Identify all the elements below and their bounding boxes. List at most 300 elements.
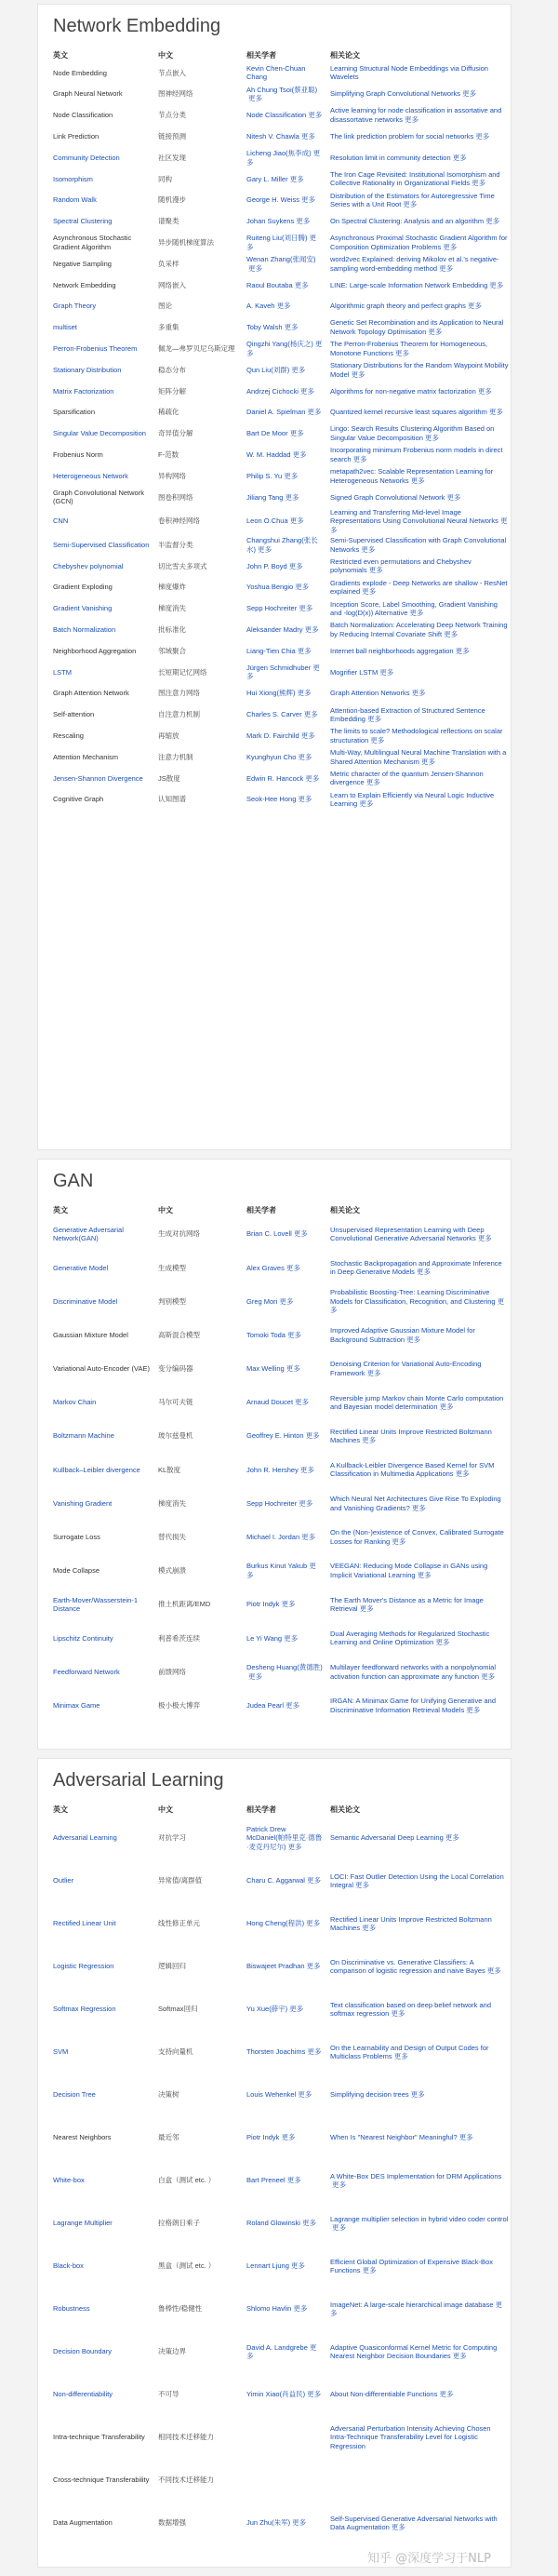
related-scholar[interactable] — [243, 168, 326, 190]
more-link[interactable]: 更多 — [472, 179, 486, 188]
term-english[interactable]: Softmax Regression — [53, 2005, 116, 2014]
more-link[interactable]: 更多 — [276, 302, 291, 311]
term-english[interactable]: Lagrange Multiplier — [53, 2219, 113, 2228]
more-link[interactable]: 更多 — [452, 153, 467, 162]
more-link[interactable]: 更多 — [409, 609, 424, 618]
related-scholar[interactable] — [243, 2073, 326, 2116]
more-link[interactable]: 更多 — [452, 2352, 467, 2360]
related-paper[interactable] — [326, 105, 512, 127]
related-scholar[interactable] — [243, 1588, 326, 1621]
scholar-name-link[interactable]: Jürgen Schmidhuber — [246, 663, 312, 672]
scholar-name-link[interactable]: David A. Landgrebe — [246, 2342, 308, 2352]
more-link[interactable]: 更多 — [297, 646, 312, 655]
scholar-name-link[interactable]: Max Welling — [246, 1364, 285, 1374]
related-paper[interactable] — [326, 1386, 512, 1419]
related-scholar[interactable] — [243, 317, 326, 339]
paper-title-link[interactable]: Probabilistic Boosting-Tree: Learning Discriminative Models for Classification, Recognition, and Clustering — [330, 1288, 496, 1306]
related-scholar[interactable] — [243, 534, 326, 556]
related-scholar[interactable] — [243, 577, 326, 598]
more-link[interactable]: 更多 — [351, 369, 365, 379]
related-paper[interactable] — [326, 2330, 512, 2373]
term-english[interactable]: Gradient Vanishing — [53, 604, 113, 613]
more-link[interactable]: 更多 — [420, 757, 435, 766]
more-link[interactable]: 更多 — [410, 476, 425, 485]
term-english[interactable]: Outlier — [53, 1876, 74, 1885]
related-paper[interactable] — [326, 1945, 512, 1988]
related-paper[interactable] — [326, 556, 512, 577]
more-link[interactable]: 更多 — [416, 1268, 431, 1277]
more-link[interactable]: 更多 — [439, 263, 454, 273]
more-link[interactable]: 更多 — [307, 408, 322, 417]
related-paper[interactable] — [326, 1689, 512, 1723]
scholar-name-link[interactable]: Yimin Xiao(肖益民) — [246, 2390, 306, 2399]
scholar-name-link[interactable]: Wenan Zhang(张闻安) — [246, 255, 316, 264]
related-scholar[interactable] — [243, 1521, 326, 1554]
more-link[interactable]: 更多 — [286, 1364, 300, 1374]
more-link[interactable]: 更多 — [446, 492, 461, 502]
more-link[interactable]: 更多 — [279, 1296, 294, 1306]
scholar-name-link[interactable]: Kyunghyun Cho — [246, 752, 297, 761]
related-scholar[interactable] — [243, 598, 326, 620]
more-link[interactable]: 更多 — [246, 234, 316, 251]
paper-title-link[interactable]: A Kullback-Leibler Divergence Based Kernel for SVM Classification in Multimedia Applications — [330, 1460, 495, 1479]
paper-title-link[interactable]: Quantized kernel recursive least squares algorithm — [330, 408, 487, 417]
more-link[interactable]: 更多 — [246, 663, 320, 681]
paper-title-link[interactable]: Lagrange multiplier selection in hybrid video coder control — [330, 2214, 509, 2223]
scholar-name-link[interactable]: Arnaud Doucet — [246, 1398, 294, 1407]
term-english[interactable]: Adversarial Learning — [53, 1833, 117, 1843]
scholar-name-link[interactable]: Seok-Hee Hong — [246, 795, 297, 804]
more-link[interactable]: 更多 — [293, 1229, 308, 1239]
more-link[interactable]: 更多 — [246, 1562, 316, 1579]
term-english[interactable]: Markov Chain — [53, 1398, 97, 1407]
scholar-name-link[interactable]: Sepp Hochreiter — [246, 604, 298, 613]
term-english[interactable]: Non-differentiability — [53, 2390, 113, 2399]
more-link[interactable]: 更多 — [299, 1498, 313, 1508]
more-link[interactable]: 更多 — [366, 715, 381, 723]
related-scholar[interactable] — [243, 725, 326, 746]
term-english[interactable]: Heterogeneous Network — [53, 471, 128, 480]
term-english[interactable]: Batch Normalization — [53, 625, 116, 635]
term-english[interactable]: Jensen-Shannon Divergence — [53, 773, 143, 783]
related-scholar[interactable] — [243, 338, 326, 359]
related-scholar[interactable] — [243, 1487, 326, 1521]
related-scholar[interactable] — [243, 84, 326, 105]
related-paper[interactable] — [326, 2373, 512, 2416]
more-link[interactable]: 更多 — [289, 517, 304, 526]
scholar-name-link[interactable]: Gary L. Miller — [246, 174, 288, 183]
more-link[interactable]: 更多 — [410, 2090, 425, 2100]
scholar-name-link[interactable]: Edwin R. Hancock — [246, 773, 304, 783]
more-link[interactable]: 更多 — [404, 114, 418, 124]
related-paper[interactable] — [326, 1487, 512, 1521]
more-link[interactable]: 更多 — [281, 2133, 296, 2142]
more-link[interactable]: 更多 — [299, 604, 313, 613]
paper-title-link[interactable]: The limits to scale? Methodological reflections on scalar structuration — [330, 727, 503, 745]
related-scholar[interactable] — [243, 2202, 326, 2245]
more-link[interactable]: 更多 — [368, 566, 383, 575]
related-paper[interactable] — [326, 1217, 512, 1251]
term-english[interactable]: Minimax Game — [53, 1700, 100, 1710]
paper-title-link[interactable]: Metric character of the quantum Jensen-Shannon divergence — [330, 769, 484, 787]
related-paper[interactable] — [326, 2202, 512, 2245]
more-link[interactable]: 更多 — [411, 1503, 426, 1512]
more-link[interactable]: 更多 — [428, 327, 443, 336]
related-paper[interactable] — [326, 487, 512, 508]
related-scholar[interactable] — [243, 105, 326, 127]
more-link[interactable]: 更多 — [307, 2390, 322, 2399]
more-link[interactable]: 更多 — [289, 174, 304, 183]
scholar-name-link[interactable]: Yu Xue(薛宇) — [246, 2005, 288, 2014]
paper-title-link[interactable]: Stationary Distributions for the Random Waypoint Mobility Model — [330, 361, 509, 379]
more-link[interactable]: 更多 — [443, 242, 458, 251]
paper-title-link[interactable]: Asynchronous Proximal Stochastic Gradient Algorithm for Composition Optimization Problems — [330, 234, 508, 251]
related-scholar[interactable] — [243, 402, 326, 423]
scholar-name-link[interactable]: Bart De Moor — [246, 429, 288, 438]
paper-title-link[interactable]: Incorporating minimum Frobenius norm models in direct search — [330, 446, 503, 463]
term-english[interactable]: Vanishing Gradient — [53, 1498, 113, 1508]
related-paper[interactable] — [326, 1902, 512, 1945]
more-link[interactable]: 更多 — [299, 386, 314, 396]
scholar-name-link[interactable]: Yoshua Bengio — [246, 583, 294, 592]
related-scholar[interactable] — [243, 232, 326, 253]
related-scholar[interactable] — [243, 487, 326, 508]
scholar-name-link[interactable]: Licheng Jiao(焦李成) — [246, 149, 312, 158]
related-paper[interactable] — [326, 508, 512, 535]
scholar-name-link[interactable]: Ruiteng Liu(刘日腾) — [246, 234, 308, 243]
paper-title-link[interactable]: About Non-differentiable Functions — [330, 2390, 438, 2399]
more-link[interactable]: 更多 — [305, 773, 320, 783]
related-paper[interactable] — [326, 725, 512, 746]
more-link[interactable]: 更多 — [305, 1431, 320, 1441]
related-scholar[interactable] — [243, 2031, 326, 2073]
scholar-name-link[interactable]: Hui Xiong(熊辉) — [246, 689, 296, 698]
term-english[interactable]: Rectified Linear Unit — [53, 1919, 116, 1928]
more-link[interactable]: 更多 — [466, 1705, 481, 1714]
more-link[interactable]: 更多 — [391, 2009, 405, 2018]
more-link[interactable]: 更多 — [286, 2176, 301, 2185]
term-english[interactable]: LSTM — [53, 667, 73, 677]
related-scholar[interactable] — [243, 1945, 326, 1988]
more-link[interactable]: 更多 — [444, 629, 458, 638]
related-scholar[interactable] — [243, 147, 326, 168]
paper-title-link[interactable]: Learning Structural Node Embeddings via Diffusion Wavelets — [330, 63, 488, 82]
related-paper[interactable] — [326, 1352, 512, 1386]
more-link[interactable]: 更多 — [488, 408, 503, 417]
term-english[interactable]: Robustness — [53, 2304, 90, 2314]
paper-title-link[interactable]: Inception Score, Label Smoothing, Gradient Vanishing and -log(D(x)) Alternative — [330, 599, 498, 618]
term-english[interactable]: Random Walk — [53, 195, 97, 205]
paper-title-link[interactable]: Genetic Set Recombination and its Application to Neural Network Topology Optimisation — [330, 318, 504, 336]
paper-title-link[interactable]: LOCI: Fast Outlier Detection Using the Local Correlation Integral — [330, 1872, 504, 1889]
more-link[interactable]: 更多 — [458, 2133, 473, 2142]
scholar-name-link[interactable]: Le Yi Wang — [246, 1633, 283, 1643]
related-paper[interactable] — [326, 2116, 512, 2159]
related-scholar[interactable] — [243, 2330, 326, 2373]
scholar-name-link[interactable]: W. M. Haddad — [246, 449, 291, 459]
more-link[interactable]: 更多 — [489, 280, 504, 289]
more-link[interactable]: 更多 — [294, 280, 309, 289]
related-paper[interactable] — [326, 359, 512, 381]
scholar-name-link[interactable]: Node Classification — [246, 111, 307, 120]
paper-title-link[interactable]: Resolution limit in community detection — [330, 153, 451, 162]
scholar-name-link[interactable]: Charles S. Carver — [246, 710, 302, 719]
paper-title-link[interactable]: IRGAN: A Minimax Game for Unifying Generative and Discriminative Information Retrieval Models — [330, 1697, 496, 1714]
paper-title-link[interactable]: ImageNet: A large-scale hierarchical image database — [330, 2300, 494, 2309]
scholar-name-link[interactable]: Piotr Indyk — [246, 2133, 280, 2142]
related-scholar[interactable] — [243, 1217, 326, 1251]
more-link[interactable]: 更多 — [286, 1263, 300, 1272]
scholar-name-link[interactable]: Johan Suykens — [246, 217, 295, 226]
term-english[interactable]: Generative Adversarial Network(GAN) — [53, 1225, 124, 1243]
term-english[interactable]: Generative Model — [53, 1263, 109, 1272]
scholar-name-link[interactable]: Mark D. Fairchild — [246, 731, 299, 741]
paper-title-link[interactable]: The Iron Cage Revisited: Institutional Isomorphism and Collective Rationality in Organizational Fields — [330, 169, 500, 188]
related-paper[interactable] — [326, 1521, 512, 1554]
more-link[interactable]: 更多 — [298, 795, 312, 804]
related-scholar[interactable] — [243, 768, 326, 789]
scholar-name-link[interactable]: Burkus Kinut Yakub — [246, 1562, 308, 1571]
related-paper[interactable] — [326, 2031, 512, 2073]
paper-title-link[interactable]: Text classification based on deep belief network and softmax regression — [330, 2000, 492, 2018]
related-paper[interactable] — [326, 1453, 512, 1486]
more-link[interactable]: 更多 — [295, 1398, 310, 1407]
paper-title-link[interactable]: Active learning for node classification in assortative and disassortative networks — [330, 106, 502, 124]
related-paper[interactable] — [326, 168, 512, 190]
term-english[interactable]: Singular Value Decomposition — [53, 429, 146, 438]
more-link[interactable]: 更多 — [403, 200, 418, 209]
paper-title-link[interactable]: Adversarial Perturbation Intensity Achieving Chosen Intra-Technique Transferability Level for Logistic Regression — [330, 2423, 491, 2450]
related-paper[interactable] — [326, 2288, 512, 2330]
scholar-name-link[interactable]: Biswajeet Pradhan — [246, 1962, 305, 1971]
paper-title-link[interactable]: Algorithmic graph theory and perfect graphs — [330, 302, 466, 311]
more-link[interactable]: 更多 — [394, 348, 409, 357]
related-scholar[interactable] — [243, 1319, 326, 1352]
more-link[interactable]: 更多 — [462, 89, 477, 99]
more-link[interactable]: 更多 — [365, 778, 380, 787]
related-paper[interactable] — [326, 126, 512, 147]
paper-title-link[interactable]: Learn to Explain Efficiently via Neural Logic Inductive Learning — [330, 790, 495, 809]
related-scholar[interactable] — [243, 556, 326, 577]
scholar-name-link[interactable]: Piotr Indyk — [246, 1600, 280, 1609]
paper-title-link[interactable]: A White-Box DES Implementation for DRM Applications — [330, 2171, 502, 2180]
more-link[interactable]: 更多 — [477, 1234, 492, 1243]
more-link[interactable]: 更多 — [393, 2052, 408, 2060]
related-paper[interactable] — [326, 1988, 512, 2031]
more-link[interactable]: 更多 — [308, 111, 323, 120]
paper-title-link[interactable]: Attention-based Extraction of Structured Sentence Embedding — [330, 705, 485, 723]
term-english[interactable]: Matrix Factorization — [53, 386, 114, 396]
paper-title-link[interactable]: On the Learnability and Design of Output Codes for Multiclass Problems — [330, 2043, 489, 2060]
related-paper[interactable] — [326, 768, 512, 789]
scholar-name-link[interactable]: Charu C. Aggarwal — [246, 1876, 305, 1885]
paper-title-link[interactable]: Which Neural Net Architectures Give Rise To Exploding and Vanishing Gradients? — [330, 1495, 501, 1512]
more-link[interactable]: 更多 — [332, 2223, 346, 2232]
related-paper[interactable] — [326, 1554, 512, 1588]
more-link[interactable]: 更多 — [370, 735, 385, 745]
more-link[interactable]: 更多 — [485, 217, 500, 226]
term-english[interactable]: Isomorphism — [53, 174, 93, 183]
paper-title-link[interactable]: Dual Averaging Methods for Regularized Stochastic Learning and Online Optimization — [330, 1629, 490, 1647]
related-paper[interactable] — [326, 2073, 512, 2116]
related-scholar[interactable] — [243, 211, 326, 233]
more-link[interactable]: 更多 — [295, 583, 310, 592]
related-scholar[interactable] — [243, 1655, 326, 1688]
related-paper[interactable] — [326, 683, 512, 704]
term-english[interactable]: multiset — [53, 323, 77, 332]
paper-title-link[interactable]: Distribution of the Estimators for Autoregressive Time Series with a Unit Root — [330, 191, 495, 209]
more-link[interactable]: 更多 — [300, 132, 315, 141]
related-paper[interactable] — [326, 1319, 512, 1352]
more-link[interactable]: 更多 — [391, 2523, 405, 2531]
related-scholar[interactable] — [243, 2116, 326, 2159]
related-scholar[interactable] — [243, 1352, 326, 1386]
more-link[interactable]: 更多 — [287, 1842, 302, 1851]
scholar-name-link[interactable]: Leon O.Chua — [246, 517, 288, 526]
more-link[interactable]: 更多 — [417, 1570, 432, 1579]
related-scholar[interactable] — [243, 2373, 326, 2416]
related-paper[interactable] — [326, 253, 512, 275]
more-link[interactable]: 更多 — [332, 2180, 346, 2189]
more-link[interactable]: 更多 — [248, 263, 262, 273]
scholar-name-link[interactable]: Thorsten Joachims — [246, 2047, 306, 2057]
more-link[interactable]: 更多 — [246, 2342, 317, 2360]
paper-title-link[interactable]: LINE: Large-scale Information Network Embedding — [330, 280, 488, 289]
more-link[interactable]: 更多 — [298, 2090, 312, 2100]
related-scholar[interactable] — [243, 444, 326, 465]
related-paper[interactable] — [326, 296, 512, 317]
more-link[interactable]: 更多 — [291, 365, 306, 374]
related-paper[interactable] — [326, 640, 512, 662]
related-scholar[interactable] — [243, 1251, 326, 1284]
more-link[interactable]: 更多 — [366, 1368, 381, 1377]
scholar-name-link[interactable]: John P. Boyd — [246, 561, 287, 570]
more-link[interactable]: 更多 — [362, 2266, 377, 2274]
more-link[interactable]: 更多 — [301, 1533, 316, 1542]
more-link[interactable]: 更多 — [445, 1833, 459, 1843]
paper-title-link[interactable]: Semi-Supervised Classification with Graph Convolutional Networks — [330, 536, 507, 554]
related-scholar[interactable] — [243, 1988, 326, 2031]
more-link[interactable]: 更多 — [477, 386, 492, 396]
paper-title-link[interactable]: On Spectral Clustering: Analysis and an algorithm — [330, 217, 485, 226]
related-scholar[interactable] — [243, 1689, 326, 1723]
scholar-name-link[interactable]: Michael I. Jordan — [246, 1533, 300, 1542]
related-paper[interactable] — [326, 232, 512, 253]
scholar-name-link[interactable]: Sepp Hochreiter — [246, 1498, 298, 1508]
more-link[interactable]: 更多 — [439, 2390, 454, 2399]
related-paper[interactable] — [326, 62, 512, 84]
more-link[interactable]: 更多 — [298, 752, 312, 761]
scholar-name-link[interactable]: Tomoki Toda — [246, 1330, 286, 1339]
more-link[interactable]: 更多 — [304, 625, 319, 635]
more-link[interactable]: 更多 — [435, 1638, 450, 1647]
more-link[interactable]: 更多 — [455, 1469, 470, 1479]
term-english[interactable]: Feedforward Network — [53, 1667, 120, 1676]
paper-title-link[interactable]: Learning and Transferring Mid-level Image Representations Using Convolutional Neural Networks — [330, 507, 498, 526]
related-paper[interactable] — [326, 598, 512, 620]
related-paper[interactable] — [326, 317, 512, 339]
related-paper[interactable] — [326, 1621, 512, 1655]
paper-title-link[interactable]: Unsupervised Representation Learning with Deep Convolutional Generative Adversarial Networks — [330, 1225, 485, 1243]
related-paper[interactable] — [326, 1419, 512, 1453]
more-link[interactable]: 更多 — [330, 1296, 505, 1315]
related-paper[interactable] — [326, 338, 512, 359]
more-link[interactable]: 更多 — [306, 1876, 321, 1885]
related-paper[interactable] — [326, 2416, 512, 2459]
more-link[interactable]: 更多 — [248, 94, 262, 103]
more-link[interactable]: 更多 — [292, 2518, 307, 2528]
related-paper[interactable] — [326, 1859, 512, 1902]
term-english[interactable]: White-box — [53, 2176, 85, 2185]
paper-title-link[interactable]: The Earth Mover's Distance as a Metric for Image Retrieval — [330, 1595, 484, 1614]
paper-title-link[interactable]: word2vec Explained: deriving Mikolov et al.'s negative-sampling word-embedding method — [330, 255, 499, 273]
related-scholar[interactable] — [243, 1386, 326, 1419]
related-paper[interactable] — [326, 147, 512, 168]
more-link[interactable]: 更多 — [284, 471, 299, 480]
more-link[interactable]: 更多 — [362, 1924, 377, 1932]
scholar-name-link[interactable]: A. Kaveh — [246, 302, 275, 311]
more-link[interactable]: 更多 — [392, 1536, 406, 1546]
more-link[interactable]: 更多 — [330, 517, 508, 534]
related-paper[interactable] — [326, 619, 512, 640]
more-link[interactable]: 更多 — [299, 1465, 314, 1474]
term-english[interactable]: Kullback–Leibler divergence — [53, 1465, 140, 1474]
related-scholar[interactable] — [243, 2159, 326, 2202]
paper-title-link[interactable]: Lingo: Search Results Clustering Algorithm Based on Singular Value Decomposition — [330, 424, 495, 442]
term-english[interactable]: Discriminative Model — [53, 1296, 118, 1306]
related-paper[interactable] — [326, 84, 512, 105]
scholar-name-link[interactable]: Bart Preneel — [246, 2176, 286, 2185]
term-english[interactable]: SVM — [53, 2047, 69, 2057]
related-scholar[interactable] — [243, 662, 326, 683]
related-scholar[interactable] — [243, 1554, 326, 1588]
scholar-name-link[interactable]: Liang-Tien Chia — [246, 646, 296, 655]
related-scholar[interactable] — [243, 190, 326, 211]
related-scholar[interactable] — [243, 1902, 326, 1945]
more-link[interactable]: 更多 — [293, 2304, 308, 2314]
term-english[interactable]: Spectral Clustering — [53, 217, 113, 226]
related-scholar[interactable] — [243, 62, 326, 84]
related-scholar[interactable] — [243, 640, 326, 662]
scholar-name-link[interactable]: Judea Pearl — [246, 1700, 285, 1710]
paper-title-link[interactable]: Self-Supervised Generative Adversarial Networks with Data Augmentation — [330, 2514, 498, 2531]
more-link[interactable]: 更多 — [246, 340, 323, 357]
scholar-name-link[interactable]: Brian C. Lovell — [246, 1229, 292, 1239]
scholar-name-link[interactable]: Alex Graves — [246, 1263, 285, 1272]
more-link[interactable]: 更多 — [406, 1335, 421, 1344]
more-link[interactable]: 更多 — [281, 1600, 296, 1609]
paper-title-link[interactable]: Multilayer feedforward networks with a nonpolynomial activation function can approximate any function — [330, 1663, 497, 1681]
paper-title-link[interactable]: Gradients explode - Deep Networks are shallow - ResNet explained — [330, 578, 508, 597]
paper-title-link[interactable]: Mogrifier LSTM — [330, 667, 379, 677]
scholar-name-link[interactable]: George H. Weiss — [246, 195, 299, 205]
related-paper[interactable] — [326, 704, 512, 726]
related-scholar[interactable] — [243, 126, 326, 147]
paper-title-link[interactable]: VEEGAN: Reducing Mode Collapse in GANs using Implicit Variational Learning — [330, 1562, 488, 1579]
scholar-name-link[interactable]: Greg Mori — [246, 1296, 278, 1306]
related-paper[interactable] — [326, 1251, 512, 1284]
related-scholar[interactable] — [243, 1817, 326, 1859]
paper-title-link[interactable]: Rectified Linear Units Improve Restricted Boltzmann Machines — [330, 1914, 492, 1932]
related-paper[interactable] — [326, 534, 512, 556]
more-link[interactable]: 更多 — [297, 689, 312, 698]
paper-title-link[interactable]: Improved Adaptive Gaussian Mixture Model for Background Subtraction — [330, 1326, 475, 1344]
term-english[interactable]: Decision Tree — [53, 2090, 96, 2100]
paper-title-link[interactable]: When Is "Nearest Neighbor" Meaningful? — [330, 2133, 458, 2142]
scholar-name-link[interactable]: Lennart Ljung — [246, 2261, 289, 2271]
related-scholar[interactable] — [243, 1284, 326, 1318]
term-english[interactable]: Graph Theory — [53, 302, 97, 311]
